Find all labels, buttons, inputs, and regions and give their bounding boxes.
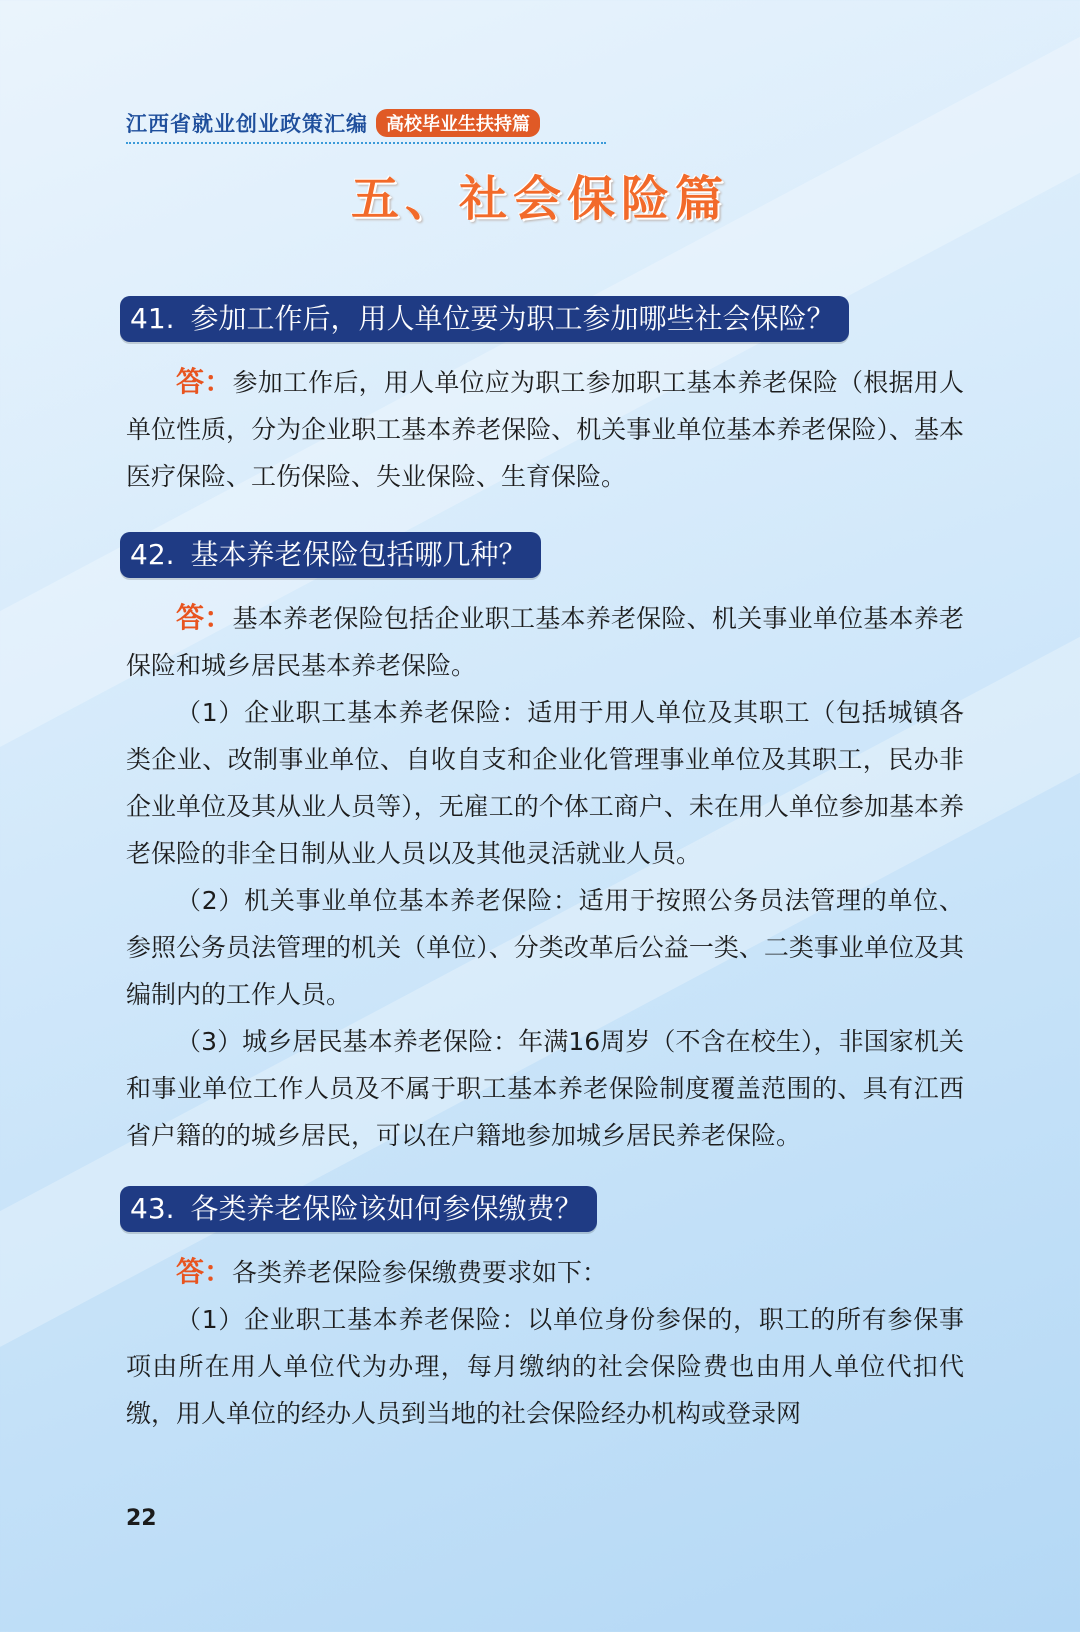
question-number: 42. — [130, 538, 175, 571]
page-number: 22 — [126, 1506, 157, 1531]
question-text: 各类养老保险该如何参保缴费？ — [190, 1192, 583, 1225]
header-title: 江西省就业创业政策汇编 — [126, 112, 368, 136]
question-42-heading — [120, 532, 541, 578]
answer-paragraph: （1）企业职工基本养老保险：以单位身份参保的，职工的所有参保事项由所在用人单位代为办理，每月缴纳的社会保险费也由用人单位代扣代缴，用人单位的经办人员到当地的社会保险经办机构或登录网 — [126, 1305, 964, 1428]
question-41-heading — [120, 296, 849, 342]
header-badge: 高校毕业生扶持篇 — [376, 109, 540, 137]
question-number: 43. — [130, 1192, 175, 1225]
answer-paragraph: （2）机关事业单位基本养老保险：适用于按照公务员法管理的单位、参照公务员法管理的机关（单位）、分类改革后公益一类、二类事业单位及其编制内的工作人员。 — [126, 886, 964, 1009]
running-header — [126, 108, 606, 144]
answer-label: 答： — [176, 365, 233, 398]
question-42-answer — [126, 594, 964, 1159]
question-number: 41. — [130, 302, 175, 335]
answer-label: 答： — [176, 1255, 233, 1288]
answer-paragraph: 答：各类养老保险参保缴费要求如下： — [176, 1255, 608, 1288]
question-text: 基本养老保险包括哪几种？ — [190, 538, 527, 571]
question-41-answer — [126, 358, 964, 500]
answer-label: 答： — [176, 601, 233, 634]
answer-paragraph: （1）企业职工基本养老保险：适用于用人单位及其职工（包括城镇各类企业、改制事业单位、自收自支和企业化管理事业单位及其职工，民办非企业单位及其从业人员等），无雇工的个体工商户、未在用人单位参加基本养老保险的非全日制从业人员以及其他灵活就业人员。 — [126, 698, 964, 868]
answer-paragraph: 答：参加工作后，用人单位应为职工参加职工基本养老保险（根据用人单位性质，分为企业职工基本养老保险、机关事业单位基本养老保险）、基本医疗保险、工伤保险、失业保险、生育保险。 — [126, 365, 964, 491]
section-title: 五、社会保险篇 — [350, 171, 729, 227]
answer-paragraph: （3）城乡居民基本养老保险：年满16周岁（不含在校生），非国家机关和事业单位工作人员及不属于职工基本养老保险制度覆盖范围的、具有江西省户籍的的城乡居民，可以在户籍地参加城乡居民养老保险。 — [126, 1027, 964, 1150]
answer-paragraph: 答：基本养老保险包括企业职工基本养老保险、机关事业单位基本养老保险和城乡居民基本养老保险。 — [126, 601, 964, 680]
question-43-answer — [126, 1248, 964, 1437]
question-43-heading — [120, 1186, 597, 1232]
question-text: 参加工作后，用人单位要为职工参加哪些社会保险？ — [190, 302, 835, 335]
